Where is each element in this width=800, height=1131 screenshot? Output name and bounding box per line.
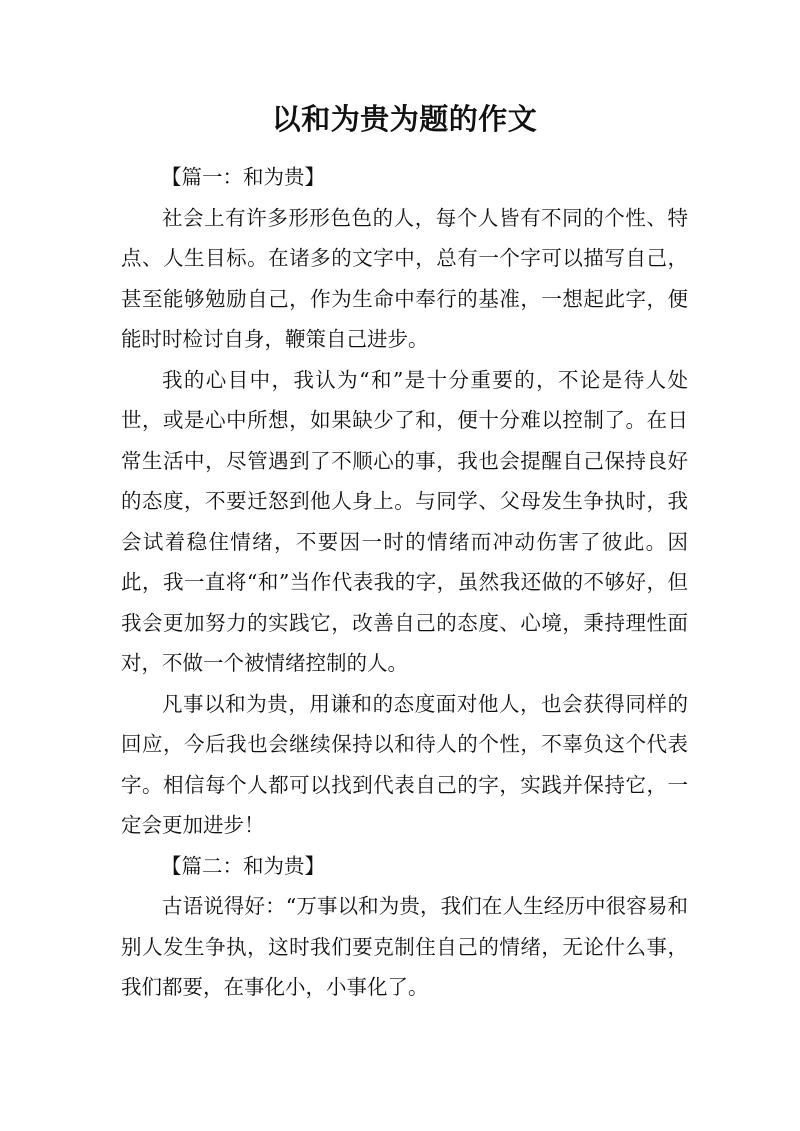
document-title: 以和为贵为题的作文 [271, 102, 538, 136]
paragraph: 社会上有许多形形色色的人，每个人皆有不同的个性、特点、人生目标。在诸多的文字中，总有一个字可以描写自己，甚至能够勉励自己，作为生命中奉行的基准，一想起此字，便能时时检讨自身，鞭策自己进步。 [121, 205, 688, 351]
paragraph: 凡事以和为贵，用谦和的态度面对他人，也会获得同样的回应，今后我也会继续保持以和待人的个性，不辜负这个代表字。相信每个人都可以找到代表自己的字，实践并保持它，一定会更加进步！ [121, 691, 688, 837]
document-body [121, 157, 688, 1008]
section-heading: 【篇一：和为贵】 [161, 165, 325, 189]
section-heading: 【篇二：和为贵】 [161, 853, 325, 878]
section-2 [121, 846, 688, 1008]
section-1 [121, 157, 688, 846]
paragraph: 古语说得好：“万事以和为贵，我们在人生经历中很容易和别人发生争执，这时我们要克制住自己的情绪，无论什么事，我们都要，在事化小，小事化了。 [121, 894, 688, 999]
paragraph: 我的心目中，我认为“和”是十分重要的，不论是待人处世，或是心中所想，如果缺少了和，便十分难以控制了。在日常生活中，尽管遇到了不顺心的事，我也会提醒自己保持良好的态度，不要迁怒到他人身上。与同学、父母发生争执时，我会试着稳住情绪，不要因一时的情绪而冲动伤害了彼此。因此，我一直将“和”当作代表我的字，虽然我还做的不够好，但我会更加努力的实践它，改善自己的态度、心境，秉持理性面对，不做一个被情绪控制的人。 [121, 367, 688, 675]
